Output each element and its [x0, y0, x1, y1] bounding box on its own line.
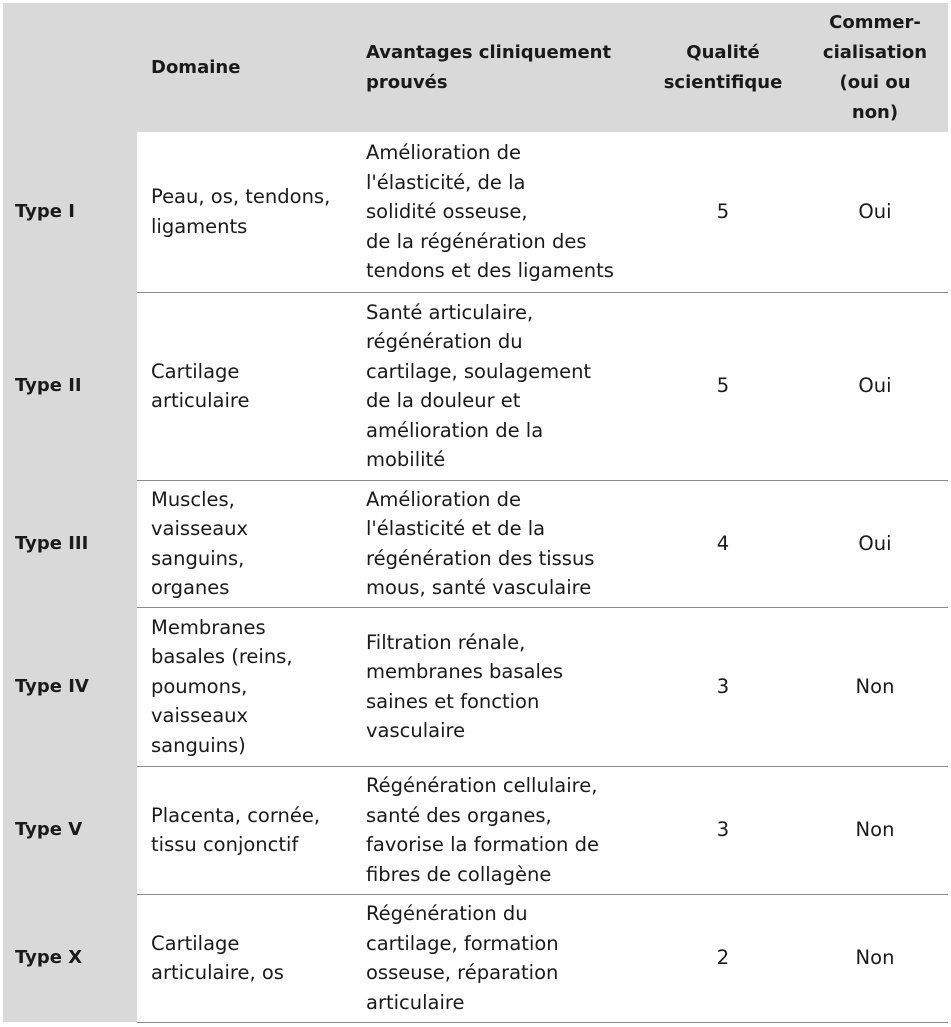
table-row	[3, 132, 948, 292]
row-type: Type IV	[3, 607, 137, 766]
table-body	[3, 132, 948, 1022]
row-domain: Placenta, cornée, tissu conjonctif	[137, 766, 350, 894]
header-quality: Qualité scientifique	[644, 3, 802, 132]
row-benefits: Filtration rénale, membranes basales saines et fonction vasculaire	[350, 607, 644, 766]
header-type	[3, 3, 137, 132]
row-commercial: Oui	[802, 292, 948, 480]
row-domain: Peau, os, tendons, ligaments	[137, 132, 350, 292]
row-benefits: Régénération cellulaire, santé des organes, favorise la formation de fibres de collagène	[350, 766, 644, 894]
row-type: Type II	[3, 292, 137, 480]
row-type: Type V	[3, 766, 137, 894]
row-benefits: Régénération du cartilage, formation osseuse, réparation articulaire	[350, 894, 644, 1022]
row-domain: Membranes basales (reins, poumons, vaisseaux sanguins)	[137, 607, 350, 766]
row-benefits: Santé articulaire, régénération du cartilage, soulagement de la douleur et amélioration de la mobilité	[350, 292, 644, 480]
row-commercial: Non	[802, 894, 948, 1022]
table-row	[3, 607, 948, 766]
row-quality: 2	[644, 894, 802, 1022]
row-commercial: Oui	[802, 480, 948, 607]
row-type: Type III	[3, 480, 137, 607]
header-commercial: Commer- cialisation (oui ou non)	[802, 3, 948, 132]
table-row	[3, 766, 948, 894]
header-domain: Domaine	[137, 3, 350, 132]
row-type: Type I	[3, 132, 137, 292]
table-row	[3, 292, 948, 480]
header-row	[3, 3, 948, 132]
row-type: Type X	[3, 894, 137, 1022]
row-quality: 3	[644, 607, 802, 766]
table-row	[3, 480, 948, 607]
row-commercial: Non	[802, 766, 948, 894]
row-domain: Cartilage articulaire	[137, 292, 350, 480]
row-commercial: Oui	[802, 132, 948, 292]
row-domain: Cartilage articulaire, os	[137, 894, 350, 1022]
header-benefits: Avantages cliniquement prouvés	[350, 3, 644, 132]
row-quality: 4	[644, 480, 802, 607]
row-commercial: Non	[802, 607, 948, 766]
row-benefits: Amélioration de l'élasticité et de la régénération des tissus mous, santé vasculaire	[350, 480, 644, 607]
row-quality: 5	[644, 292, 802, 480]
row-domain: Muscles, vaisseaux sanguins, organes	[137, 480, 350, 607]
row-quality: 5	[644, 132, 802, 292]
table-row	[3, 894, 948, 1022]
table-header	[3, 3, 948, 132]
row-quality: 3	[644, 766, 802, 894]
collagen-types-table	[3, 3, 948, 1023]
row-benefits: Amélioration de l'élasticité, de la solidité osseuse, de la régénération des tendons et des ligaments	[350, 132, 644, 292]
